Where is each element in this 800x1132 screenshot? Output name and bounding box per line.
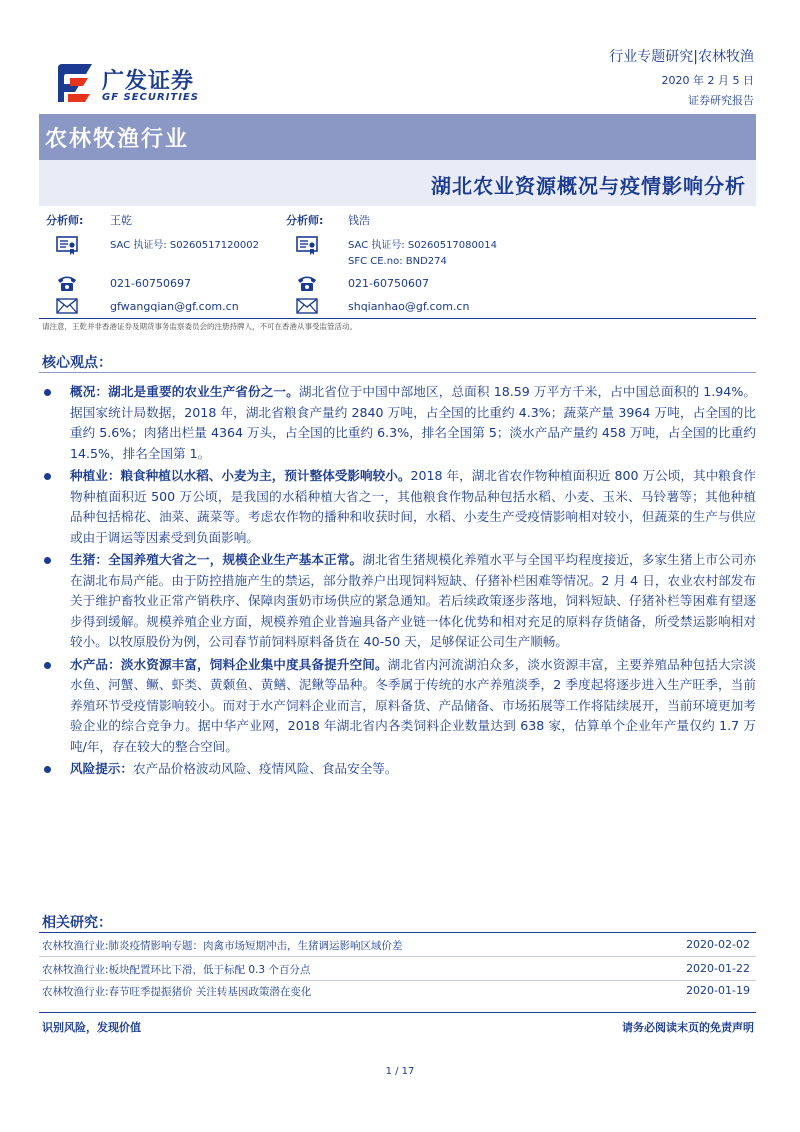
title-banner — [39, 160, 756, 206]
company-logo — [52, 60, 217, 110]
footer-disclaimer-note: 请务必阅读末页的免责声明 — [622, 1021, 754, 1034]
footer-divider — [39, 1012, 756, 1013]
related-research-link[interactable]: 农林牧渔行业:春节旺季提振猪价 关注转基因政策潜在变化 — [42, 986, 312, 998]
analyst-name: 钱浩 — [348, 214, 370, 227]
page-number: 1 / 17 — [385, 1066, 415, 1077]
certificate-icon — [56, 236, 78, 256]
analyst-phone: 021-60750607 — [348, 277, 429, 290]
list-item — [44, 466, 756, 548]
certificate-icon — [296, 236, 318, 256]
bullet-body: 湖北省位于中国中部地区，总面积 18.59 万平方千米，占中国总面积的 1.94%。据国家统计局数据，2018 年，湖北省粮食产量约 2840 万吨，占全国的比重约 4.3%；蔬菜产量 3964 万吨，占全国的比重约 5.6%；肉猪出栏量 4364 万头，占全国的比重约 6.3%，排名全国第 5；淡水产品产量约 458 万吨，占全国的比重约 14.5%，排名全国第 1。 — [70, 384, 756, 461]
bullet-body: 湖北省生猪规模化养殖水平与全国平均程度接近，多家生猪上市公司亦在湖北布局产能。由于防控措施产生的禁运，部分散养户出现饲料短缺、仔猪补栏困难等情况。2 月 4 日，农业农村部发布关于维护畜牧业正常产销秩序、保障肉蛋奶市场供应的紧急通知。若后续政策逐步落地，饲料短缺、仔猪补栏等困难有望逐步得到缓解。规模养殖企业方面，规模养殖企业普遍具备产业链一体化优势和相对充足的原料存货储备，所受禁运影响相对较小。以牧原股份为例，公司春节前饲料原料备货在 40-50 天，足够保证公司生产顺畅。 — [70, 552, 757, 649]
report-type: 证券研究报告 — [688, 94, 754, 107]
bullet-lead: 水产品：淡水资源丰富，饲料企业集中度具备提升空间。 — [70, 656, 388, 672]
list-item — [44, 382, 756, 464]
bullet-icon — [44, 766, 51, 773]
footer-slogan: 识别风险，发现价值 — [42, 1021, 141, 1034]
core-views-divider — [39, 372, 756, 373]
analyst-label: 分析师: — [286, 214, 324, 227]
related-research-link[interactable]: 农林牧渔行业:肺炎疫情影响专题：肉禽市场短期冲击，生猪调运影响区域价差 — [42, 940, 403, 952]
bullet-body: 农产品价格波动风险、疫情风险、食品安全等。 — [132, 761, 398, 776]
phone-icon — [56, 274, 78, 292]
analyst-email[interactable]: shqianhao@gf.com.cn — [348, 300, 470, 313]
analyst-email[interactable]: gfwangqian@gf.com.cn — [110, 300, 239, 313]
related-research-title: 相关研究： — [42, 915, 112, 931]
related-research-item[interactable] — [42, 962, 750, 982]
analyst-sfc: SFC CE.no: BND274 — [348, 256, 447, 267]
related-research-divider — [39, 932, 756, 933]
bullet-lead: 生猪：全国养殖大省之一，规模企业生产基本正常。 — [70, 552, 363, 567]
bullet-lead: 概况：湖北是重要的农业生产省份之一。 — [70, 384, 299, 399]
analyst-divider — [39, 318, 756, 319]
related-research-item[interactable] — [42, 938, 750, 958]
phone-icon — [296, 274, 318, 292]
bullet-body: 2018 年，湖北省农作物种植面积近 800 万公顷，其中粮食作物种植面积近 500 万公顷，是我国的水稻种植大省之一，其他粮食作物品种包括水稻、小麦、玉米、马铃薯等；其他种植品种包括棉花、油菜、蔬菜等。考虑农作物的播种和收获时间，水稻、小麦生产受疫情影响相对较小，但蔬菜的生产与供应或由于调运等因素受到负面影响。 — [70, 468, 756, 545]
analyst-label: 分析师: — [46, 214, 84, 227]
logo-chinese-name: 广发证券 — [102, 69, 195, 94]
gf-logo-icon — [52, 60, 98, 106]
analyst-sac: SAC 执证号: S0260517120002 — [110, 240, 259, 251]
related-research-date: 2020-01-19 — [686, 984, 750, 997]
regulatory-notice: 请注意，王乾并非香港证券及期货事务监察委员会的注册持牌人，不可在香港从事受监管活动。 — [42, 322, 357, 331]
bullet-body: 湖北省内河流湖泊众多，淡水资源丰富，主要养殖品种包括大宗淡水鱼、河蟹、鳜、虾类、黄颡鱼、黄鳝、泥鳅等品种。冬季属于传统的水产养殖淡季，2 季度起将逐步进入生产旺季，当前养殖环节受疫情影响较小。而对于水产饲料企业而言，原料备货、产品储备、市场拓展等工作将陆续展开，当前环境更加考验企业的综合竞争力。据中华产业网，2018 年湖北省内各类饲料企业数量达到 638 家，估算单个企业年产量仅约 1.7 万吨/年，存在较大的整合空间。 — [70, 656, 757, 754]
analyst-sac: SAC 执证号: S0260517080014 — [348, 240, 497, 251]
row-divider — [39, 956, 756, 957]
report-category: 行业专题研究|农林牧渔 — [609, 49, 754, 65]
bullet-icon — [44, 389, 51, 396]
email-icon — [56, 298, 78, 314]
bullet-lead: 风险提示： — [70, 761, 133, 776]
bullet-icon — [44, 557, 51, 564]
row-divider — [39, 980, 756, 981]
related-research-date: 2020-02-02 — [686, 938, 750, 951]
core-views-title: 核心观点： — [42, 355, 112, 371]
analyst-name: 王乾 — [110, 214, 132, 227]
related-research-link[interactable]: 农林牧渔行业:板块配置环比下滑，低于标配 0.3 个百分点 — [42, 964, 311, 976]
list-item — [44, 759, 756, 780]
bullet-icon — [44, 473, 51, 480]
logo-english-name: GF SECURITIES — [102, 92, 200, 103]
industry-banner — [39, 114, 756, 160]
list-item — [44, 655, 756, 758]
industry-title: 农林牧渔行业 — [45, 126, 190, 152]
email-icon — [296, 298, 318, 314]
related-research-item[interactable] — [42, 984, 750, 1004]
list-item — [44, 550, 756, 653]
related-research-date: 2020-01-22 — [686, 962, 750, 975]
report-title: 湖北农业资源概况与疫情影响分析 — [431, 174, 746, 198]
bullet-lead: 种植业：粮食种植以水稻、小麦为主，预计整体受影响较小。 — [70, 468, 411, 483]
report-date: 2020 年 2 月 5 日 — [661, 74, 754, 87]
core-views-list — [44, 382, 756, 782]
analyst-phone: 021-60750697 — [110, 277, 191, 290]
bullet-icon — [44, 662, 51, 669]
